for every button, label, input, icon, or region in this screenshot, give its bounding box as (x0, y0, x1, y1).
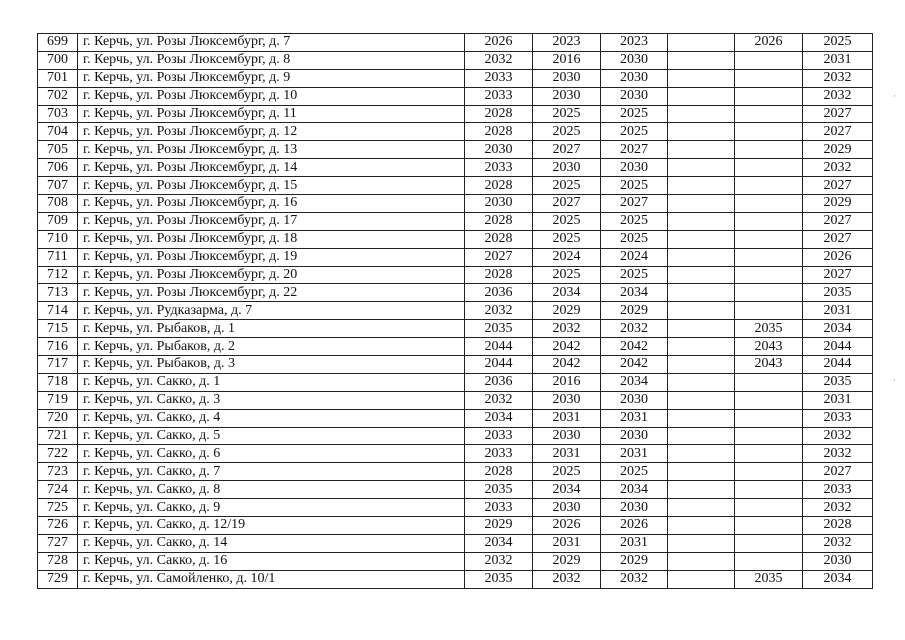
year-4-cell (668, 159, 735, 177)
year-4-cell (668, 230, 735, 248)
year-1-cell: 2033 (465, 159, 533, 177)
table-row (38, 338, 873, 356)
table-row (38, 266, 873, 284)
year-6-cell: 2029 (803, 141, 873, 159)
year-6-cell: 2032 (803, 87, 873, 105)
address-cell: г. Керчь, ул. Розы Люксембург, д. 7 (78, 34, 465, 52)
year-3-cell: 2031 (601, 534, 668, 552)
address-cell: г. Керчь, ул. Сакко, д. 1 (78, 373, 465, 391)
year-4-cell (668, 427, 735, 445)
year-2-cell: 2025 (533, 463, 601, 481)
year-2-cell: 2030 (533, 159, 601, 177)
address-cell: г. Керчь, ул. Розы Люксембург, д. 19 (78, 248, 465, 266)
row-number-cell: 719 (38, 391, 78, 409)
row-number-cell: 715 (38, 320, 78, 338)
year-4-cell (668, 409, 735, 427)
year-6-cell: 2026 (803, 248, 873, 266)
table-row (38, 302, 873, 320)
year-1-cell: 2035 (465, 570, 533, 588)
year-5-cell (735, 159, 803, 177)
year-1-cell: 2033 (465, 499, 533, 517)
year-2-cell: 2031 (533, 445, 601, 463)
year-3-cell: 2030 (601, 159, 668, 177)
year-1-cell: 2028 (465, 463, 533, 481)
year-5-cell (735, 69, 803, 87)
address-cell: г. Керчь, ул. Розы Люксембург, д. 10 (78, 87, 465, 105)
year-5-cell: 2026 (735, 34, 803, 52)
year-2-cell: 2031 (533, 409, 601, 427)
address-cell: г. Керчь, ул. Рыбаков, д. 2 (78, 338, 465, 356)
address-cell: г. Керчь, ул. Сакко, д. 12/19 (78, 517, 465, 535)
year-2-cell: 2031 (533, 534, 601, 552)
row-number-cell: 703 (38, 105, 78, 123)
year-5-cell (735, 248, 803, 266)
year-1-cell: 2033 (465, 445, 533, 463)
year-2-cell: 2027 (533, 195, 601, 213)
year-6-cell: 2027 (803, 212, 873, 230)
row-number-cell: 700 (38, 51, 78, 69)
year-4-cell (668, 356, 735, 374)
year-6-cell: 2027 (803, 105, 873, 123)
year-2-cell: 2042 (533, 356, 601, 374)
year-2-cell: 2016 (533, 51, 601, 69)
year-4-cell (668, 69, 735, 87)
year-5-cell (735, 427, 803, 445)
table-row (38, 570, 873, 588)
year-3-cell: 2025 (601, 463, 668, 481)
row-number-cell: 706 (38, 159, 78, 177)
address-cell: г. Керчь, ул. Розы Люксембург, д. 14 (78, 159, 465, 177)
table-row (38, 177, 873, 195)
year-6-cell: 2029 (803, 195, 873, 213)
year-4-cell (668, 212, 735, 230)
year-1-cell: 2032 (465, 302, 533, 320)
year-4-cell (668, 517, 735, 535)
row-number-cell: 712 (38, 266, 78, 284)
year-3-cell: 2031 (601, 445, 668, 463)
row-number-cell: 713 (38, 284, 78, 302)
year-5-cell (735, 141, 803, 159)
year-4-cell (668, 266, 735, 284)
year-1-cell: 2034 (465, 409, 533, 427)
year-6-cell: 2032 (803, 534, 873, 552)
year-3-cell: 2034 (601, 373, 668, 391)
table-row (38, 445, 873, 463)
table-row (38, 320, 873, 338)
year-3-cell: 2031 (601, 409, 668, 427)
row-number-cell: 709 (38, 212, 78, 230)
year-3-cell: 2026 (601, 517, 668, 535)
year-1-cell: 2027 (465, 248, 533, 266)
year-3-cell: 2030 (601, 87, 668, 105)
year-6-cell: 2035 (803, 284, 873, 302)
row-number-cell: 723 (38, 463, 78, 481)
year-1-cell: 2026 (465, 34, 533, 52)
year-1-cell: 2033 (465, 69, 533, 87)
year-3-cell: 2030 (601, 427, 668, 445)
year-1-cell: 2034 (465, 534, 533, 552)
scan-speck: · (893, 376, 896, 386)
year-1-cell: 2029 (465, 517, 533, 535)
table-row (38, 141, 873, 159)
row-number-cell: 699 (38, 34, 78, 52)
year-2-cell: 2030 (533, 499, 601, 517)
year-6-cell: 2044 (803, 338, 873, 356)
row-number-cell: 705 (38, 141, 78, 159)
year-1-cell: 2032 (465, 391, 533, 409)
table-row (38, 159, 873, 177)
year-5-cell (735, 212, 803, 230)
address-cell: г. Керчь, ул. Сакко, д. 5 (78, 427, 465, 445)
year-3-cell: 2042 (601, 338, 668, 356)
year-3-cell: 2025 (601, 105, 668, 123)
year-1-cell: 2028 (465, 266, 533, 284)
year-3-cell: 2034 (601, 481, 668, 499)
table-row (38, 69, 873, 87)
row-number-cell: 711 (38, 248, 78, 266)
address-cell: г. Керчь, ул. Сакко, д. 3 (78, 391, 465, 409)
year-6-cell: 2034 (803, 570, 873, 588)
table-row (38, 463, 873, 481)
year-6-cell: 2033 (803, 409, 873, 427)
address-cell: г. Керчь, ул. Сакко, д. 16 (78, 552, 465, 570)
address-cell: г. Керчь, ул. Розы Люксембург, д. 8 (78, 51, 465, 69)
year-5-cell (735, 373, 803, 391)
year-4-cell (668, 177, 735, 195)
year-5-cell (735, 123, 803, 141)
address-cell: г. Керчь, ул. Розы Люксембург, д. 9 (78, 69, 465, 87)
year-1-cell: 2028 (465, 123, 533, 141)
year-2-cell: 2030 (533, 391, 601, 409)
year-6-cell: 2031 (803, 302, 873, 320)
row-number-cell: 725 (38, 499, 78, 517)
year-5-cell (735, 409, 803, 427)
address-cell: г. Керчь, ул. Розы Люксембург, д. 16 (78, 195, 465, 213)
year-4-cell (668, 499, 735, 517)
year-6-cell: 2025 (803, 34, 873, 52)
year-1-cell: 2033 (465, 427, 533, 445)
year-6-cell: 2027 (803, 266, 873, 284)
table-row (38, 481, 873, 499)
year-4-cell (668, 570, 735, 588)
year-5-cell: 2043 (735, 356, 803, 374)
year-6-cell: 2033 (803, 481, 873, 499)
year-2-cell: 2026 (533, 517, 601, 535)
year-5-cell (735, 534, 803, 552)
year-2-cell: 2030 (533, 69, 601, 87)
year-2-cell: 2032 (533, 320, 601, 338)
year-1-cell: 2036 (465, 284, 533, 302)
year-2-cell: 2034 (533, 481, 601, 499)
year-4-cell (668, 195, 735, 213)
year-5-cell (735, 105, 803, 123)
address-cell: г. Керчь, ул. Сакко, д. 7 (78, 463, 465, 481)
year-5-cell: 2035 (735, 570, 803, 588)
table-row (38, 409, 873, 427)
address-cell: г. Керчь, ул. Самойленко, д. 10/1 (78, 570, 465, 588)
row-number-cell: 724 (38, 481, 78, 499)
year-1-cell: 2033 (465, 87, 533, 105)
year-6-cell: 2032 (803, 159, 873, 177)
address-cell: г. Керчь, ул. Розы Люксембург, д. 17 (78, 212, 465, 230)
year-2-cell: 2025 (533, 266, 601, 284)
year-3-cell: 2025 (601, 230, 668, 248)
year-4-cell (668, 373, 735, 391)
table-row (38, 391, 873, 409)
year-5-cell (735, 517, 803, 535)
year-3-cell: 2023 (601, 34, 668, 52)
year-3-cell: 2034 (601, 284, 668, 302)
year-6-cell: 2032 (803, 445, 873, 463)
table-row (38, 195, 873, 213)
year-3-cell: 2032 (601, 570, 668, 588)
year-5-cell (735, 445, 803, 463)
year-4-cell (668, 34, 735, 52)
address-cell: г. Керчь, ул. Розы Люксембург, д. 13 (78, 141, 465, 159)
address-cell: г. Керчь, ул. Розы Люксембург, д. 22 (78, 284, 465, 302)
year-4-cell (668, 87, 735, 105)
year-5-cell (735, 195, 803, 213)
year-2-cell: 2029 (533, 302, 601, 320)
year-2-cell: 2042 (533, 338, 601, 356)
table-row (38, 34, 873, 52)
year-3-cell: 2027 (601, 141, 668, 159)
year-1-cell: 2028 (465, 105, 533, 123)
year-2-cell: 2024 (533, 248, 601, 266)
address-cell: г. Керчь, ул. Сакко, д. 9 (78, 499, 465, 517)
year-2-cell: 2027 (533, 141, 601, 159)
scan-speck: · (893, 92, 896, 102)
year-6-cell: 2030 (803, 552, 873, 570)
table-row (38, 230, 873, 248)
row-number-cell: 710 (38, 230, 78, 248)
year-2-cell: 2030 (533, 427, 601, 445)
year-1-cell: 2028 (465, 177, 533, 195)
year-1-cell: 2036 (465, 373, 533, 391)
address-cell: г. Керчь, ул. Сакко, д. 14 (78, 534, 465, 552)
year-6-cell: 2032 (803, 69, 873, 87)
year-1-cell: 2030 (465, 195, 533, 213)
year-6-cell: 2034 (803, 320, 873, 338)
address-cell: г. Керчь, ул. Розы Люксембург, д. 12 (78, 123, 465, 141)
year-3-cell: 2024 (601, 248, 668, 266)
year-6-cell: 2027 (803, 230, 873, 248)
row-number-cell: 726 (38, 517, 78, 535)
year-1-cell: 2032 (465, 552, 533, 570)
year-5-cell (735, 266, 803, 284)
address-cell: г. Керчь, ул. Розы Люксембург, д. 20 (78, 266, 465, 284)
year-1-cell: 2035 (465, 320, 533, 338)
address-cell: г. Керчь, ул. Рыбаков, д. 1 (78, 320, 465, 338)
year-3-cell: 2030 (601, 391, 668, 409)
table-row (38, 427, 873, 445)
row-number-cell: 729 (38, 570, 78, 588)
year-5-cell (735, 552, 803, 570)
year-3-cell: 2032 (601, 320, 668, 338)
year-2-cell: 2016 (533, 373, 601, 391)
year-5-cell (735, 302, 803, 320)
row-number-cell: 702 (38, 87, 78, 105)
row-number-cell: 716 (38, 338, 78, 356)
table-row (38, 284, 873, 302)
table-row (38, 517, 873, 535)
year-4-cell (668, 463, 735, 481)
year-4-cell (668, 534, 735, 552)
year-2-cell: 2030 (533, 87, 601, 105)
address-cell: г. Керчь, ул. Рудказарма, д. 7 (78, 302, 465, 320)
year-6-cell: 2028 (803, 517, 873, 535)
year-3-cell: 2029 (601, 302, 668, 320)
row-number-cell: 727 (38, 534, 78, 552)
row-number-cell: 714 (38, 302, 78, 320)
table-row (38, 123, 873, 141)
year-4-cell (668, 141, 735, 159)
year-1-cell: 2028 (465, 212, 533, 230)
year-4-cell (668, 552, 735, 570)
year-6-cell: 2027 (803, 463, 873, 481)
year-2-cell: 2025 (533, 212, 601, 230)
year-3-cell: 2025 (601, 177, 668, 195)
row-number-cell: 708 (38, 195, 78, 213)
year-4-cell (668, 105, 735, 123)
year-1-cell: 2035 (465, 481, 533, 499)
address-cell: г. Керчь, ул. Сакко, д. 8 (78, 481, 465, 499)
table-row (38, 373, 873, 391)
row-number-cell: 718 (38, 373, 78, 391)
year-5-cell (735, 51, 803, 69)
year-1-cell: 2030 (465, 141, 533, 159)
year-4-cell (668, 338, 735, 356)
year-1-cell: 2028 (465, 230, 533, 248)
table-row (38, 499, 873, 517)
year-6-cell: 2035 (803, 373, 873, 391)
year-6-cell: 2027 (803, 123, 873, 141)
year-2-cell: 2025 (533, 177, 601, 195)
year-3-cell: 2029 (601, 552, 668, 570)
year-2-cell: 2032 (533, 570, 601, 588)
table-row (38, 552, 873, 570)
year-5-cell (735, 87, 803, 105)
table-row (38, 105, 873, 123)
year-6-cell: 2044 (803, 356, 873, 374)
year-3-cell: 2030 (601, 499, 668, 517)
row-number-cell: 701 (38, 69, 78, 87)
year-3-cell: 2030 (601, 69, 668, 87)
year-4-cell (668, 320, 735, 338)
housing-schedule-table (37, 33, 873, 589)
year-2-cell: 2025 (533, 230, 601, 248)
address-cell: г. Керчь, ул. Рыбаков, д. 3 (78, 356, 465, 374)
table-row (38, 534, 873, 552)
address-cell: г. Керчь, ул. Розы Люксембург, д. 15 (78, 177, 465, 195)
table-row (38, 248, 873, 266)
year-5-cell (735, 284, 803, 302)
year-1-cell: 2032 (465, 51, 533, 69)
year-5-cell (735, 391, 803, 409)
year-6-cell: 2031 (803, 391, 873, 409)
year-4-cell (668, 284, 735, 302)
row-number-cell: 721 (38, 427, 78, 445)
year-6-cell: 2032 (803, 499, 873, 517)
year-2-cell: 2023 (533, 34, 601, 52)
year-6-cell: 2027 (803, 177, 873, 195)
year-6-cell: 2031 (803, 51, 873, 69)
year-4-cell (668, 51, 735, 69)
table-row (38, 356, 873, 374)
year-3-cell: 2030 (601, 51, 668, 69)
row-number-cell: 722 (38, 445, 78, 463)
year-2-cell: 2029 (533, 552, 601, 570)
year-4-cell (668, 481, 735, 499)
year-5-cell: 2043 (735, 338, 803, 356)
table-row (38, 212, 873, 230)
row-number-cell: 717 (38, 356, 78, 374)
year-4-cell (668, 248, 735, 266)
year-5-cell (735, 177, 803, 195)
year-4-cell (668, 123, 735, 141)
year-5-cell (735, 230, 803, 248)
year-5-cell (735, 481, 803, 499)
row-number-cell: 720 (38, 409, 78, 427)
table-row (38, 51, 873, 69)
table-row (38, 87, 873, 105)
year-4-cell (668, 445, 735, 463)
address-cell: г. Керчь, ул. Сакко, д. 4 (78, 409, 465, 427)
year-2-cell: 2034 (533, 284, 601, 302)
year-3-cell: 2025 (601, 212, 668, 230)
year-5-cell: 2035 (735, 320, 803, 338)
row-number-cell: 704 (38, 123, 78, 141)
address-cell: г. Керчь, ул. Сакко, д. 6 (78, 445, 465, 463)
year-1-cell: 2044 (465, 338, 533, 356)
year-1-cell: 2044 (465, 356, 533, 374)
year-4-cell (668, 302, 735, 320)
year-3-cell: 2025 (601, 266, 668, 284)
address-cell: г. Керчь, ул. Розы Люксембург, д. 11 (78, 105, 465, 123)
year-5-cell (735, 499, 803, 517)
year-3-cell: 2042 (601, 356, 668, 374)
year-6-cell: 2032 (803, 427, 873, 445)
row-number-cell: 728 (38, 552, 78, 570)
address-cell: г. Керчь, ул. Розы Люксембург, д. 18 (78, 230, 465, 248)
year-3-cell: 2025 (601, 123, 668, 141)
year-3-cell: 2027 (601, 195, 668, 213)
year-5-cell (735, 463, 803, 481)
year-2-cell: 2025 (533, 123, 601, 141)
row-number-cell: 707 (38, 177, 78, 195)
year-2-cell: 2025 (533, 105, 601, 123)
table-body (38, 34, 873, 589)
year-4-cell (668, 391, 735, 409)
